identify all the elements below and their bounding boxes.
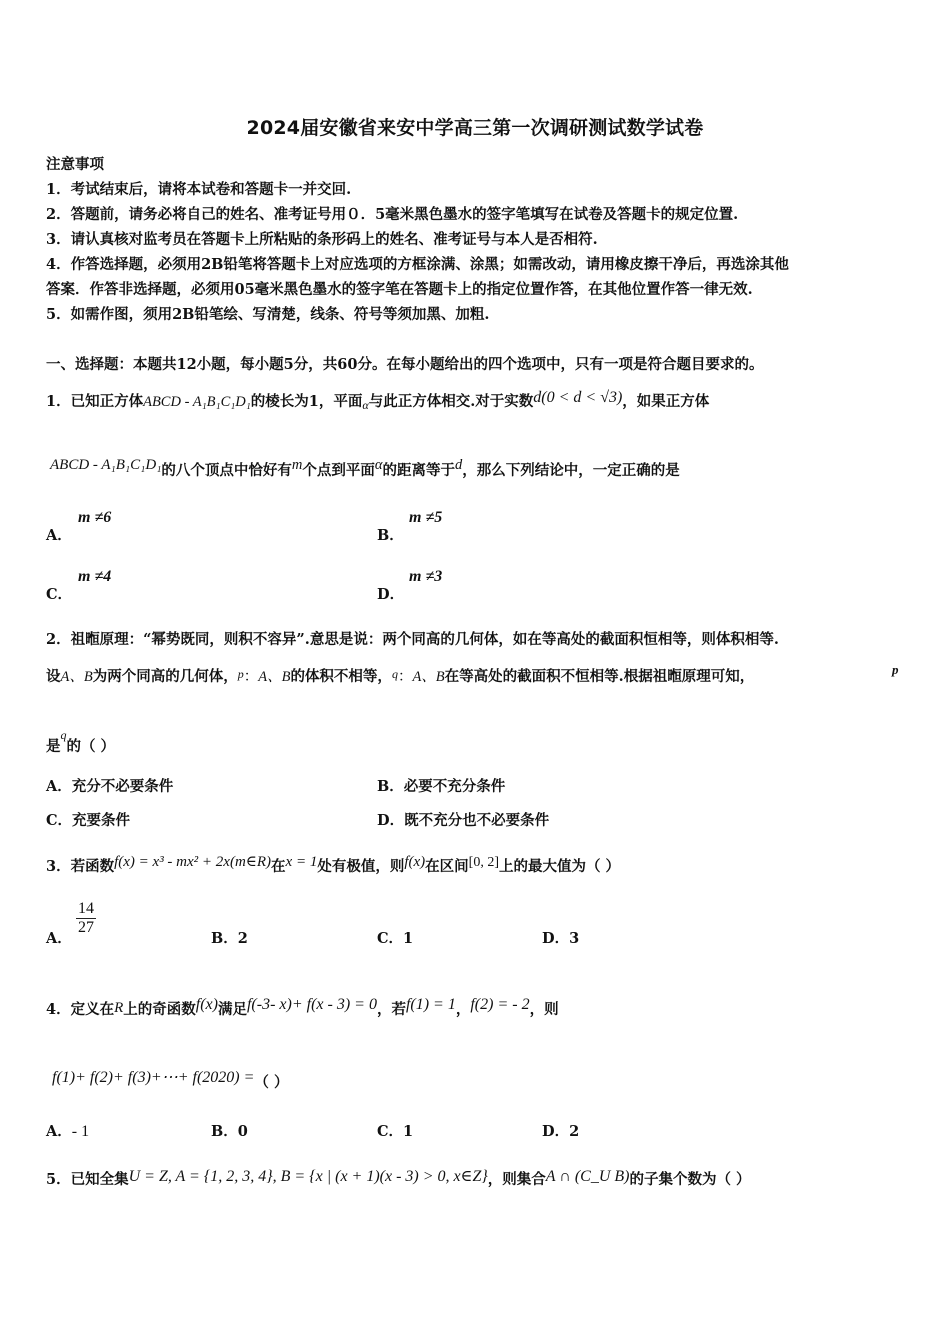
q4-option-d: D．2 [542,1123,580,1140]
q3-option-a-denominator: 27 [78,919,94,936]
q1-option-b-value: m ≠5 [409,509,443,526]
q2-ab-3: A、B [412,669,445,685]
q1-text-f: 的八个顶点中恰好有 [161,462,292,479]
q1-text-b: 的棱长为1，平面 [250,393,363,410]
q3-option-c: C．1 [377,930,414,947]
question-2-line-3: 是$^q$的（ ） [46,728,116,755]
notice-item-2: 2．答题前，请务必将自己的姓名、准考证号用０．5毫米黑色墨水的签字笔填写在试卷及答题卡的规定位置. [46,206,739,223]
q2-ab-2: A、B [258,669,291,685]
question-3-line-1: 3．若函数f(x) = x³ - mx² + 2x(m∈R)在x = 1处有极值，则f(x)在区间[0, 2]上的最大值为（ ） [46,854,621,875]
q2-ab: A、B [60,669,93,685]
notice-heading: 注意事项 [46,156,104,173]
q1-cube-2: ABCD - A₁B₁C₁D₁ [50,457,162,473]
notice-item-5: 5．如需作图，须用2B铅笔绘、写清楚，线条、符号等须加黑、加粗. [46,306,490,323]
q1-m: m [291,457,303,473]
q2-option-b: B．必要不充分条件 [377,778,506,795]
q2-option-a: A．充分不必要条件 [46,778,174,795]
q3-option-a: A． [46,930,72,947]
section-heading: 一、选择题：本题共12小题，每小题5分，共60分。在每小题给出的四个选项中，只有一项是符合题目要求的。 [46,356,764,373]
question-1-line-2 [50,457,680,480]
q4-equation: f(-3- x)+ f(x - 3) = 0 [246,996,377,1013]
page-title: 2024届安徽省来安中学高三第一次调研测试数学试卷 [246,117,704,139]
q2-p-end: p [892,662,899,677]
q3-x-equals: x = 1 [285,854,318,870]
q3-interval: [0, 2] [468,855,499,870]
q5-universal-set: U = Z, A = {1, 2, 3, 4} [128,1168,273,1185]
q2-option-c: C．充要条件 [46,812,131,829]
q1-text-c: 与此正方体相交.对于实数 [368,393,534,410]
q1-option-a-value: m ≠6 [78,509,112,526]
q1-d-2: d [455,457,463,473]
q1-alpha-2: α [374,457,383,473]
q1-cube: ABCD - A₁B₁C₁D₁ [143,394,251,410]
q1-text-a: 1．已知正方体 [46,393,144,410]
q4-option-c: C．1 [377,1123,414,1140]
q5-set-b: , B = {x | (x + 1)(x - 3) > 0, x∈Z} [272,1168,488,1185]
q4-option-a: A．- 1 [46,1123,90,1140]
notice-item-3: 3．请认真核对监考员在答题卡上所粘贴的条形码上的姓名、准考证号与本人是否相符. [46,231,598,248]
q2-option-d: D．既不充分也不必要条件 [377,812,550,829]
q3-fx: f(x) [404,854,426,870]
q2-q: q [391,667,398,681]
question-1-line-1 [46,389,709,413]
q1-option-c: C． [46,586,73,603]
q3-option-b: B．2 [211,930,248,947]
q1-alpha: α [362,398,369,412]
q1-option-b: B． [377,527,404,544]
question-2-line-1: 2．祖暅原理：“幂势既同，则积不容异”.意思是说：两个同高的几何体，如在等高处的截面积恒相等，则体积相等. [46,631,779,648]
notice-item-4: 4．作答选择题，必须用2B铅笔将答题卡上对应选项的方框涂满、涂黑；如需改动，请用橡皮擦干净后，再选涂其他 [46,256,789,273]
q1-option-c-value: m ≠4 [78,568,112,585]
q1-text-e: ，如果正方体 [622,393,710,410]
q1-d: d [533,389,542,406]
q4-option-b: B．0 [211,1123,248,1140]
question-4-line-2: f(1)+ f(2)+ f(3)+⋯+ f(2020) =（ ） [52,1069,289,1091]
q1-text-i: ，那么下列结论中，一定正确的是 [462,462,680,479]
notice-item-1: 1．考试结束后，请将本试卷和答题卡一并交回. [46,181,352,198]
q5-expression: A ∩ (C_U B) [545,1168,630,1185]
q1-option-d-value: m ≠3 [409,568,443,585]
q1-text-g: 个点到平面 [302,462,375,479]
q4-sum: f(1)+ f(2)+ f(3)+⋯+ f(2020) = [52,1069,255,1086]
q3-option-d: D．3 [542,930,580,947]
q4-fx: f(x) [195,996,218,1013]
question-5-line-1: 5．已知全集U = Z, A = {1, 2, 3, 4}, B = {x | (x + 1)(x - 3) > 0, x∈Z}，则集合A ∩ (C_U B)的子集个数为（ ） [46,1168,751,1188]
q2-q-2: q [60,728,67,742]
q2-p: p [237,667,244,681]
q4-f1: f(1) = 1 [405,996,456,1013]
q3-function: f(x) = x³ - mx² + 2x(m∈R) [114,854,272,870]
question-4-line-1: 4．定义在R上的奇函数f(x)满足f(-3- x)+ f(x - 3) = 0，若f(1) = 1，f(2) = - 2，则 [46,996,559,1018]
q4-f2: f(2) = - 2 [470,996,530,1013]
q1-option-a: A． [46,527,72,544]
q3-option-a-numerator: 14 [78,900,94,917]
q4-R: R [114,1000,124,1016]
q3-option-a-fraction [76,900,96,937]
notice-item-4-cont: 答案．作答非选择题，必须用05毫米黑色墨水的签字笔在答题卡上的指定位置作答，在其他位置作答一律无效. [46,281,753,298]
q1-range: (0 < d < √3) [541,389,623,406]
question-2-line-2: 设A、B为两个同高的几何体，$^p$：A、B的体积不相等，$^q$：A、B在等高处的截面积不恒相等.根据祖暅原理可知， [46,667,755,685]
q1-option-d: D． [377,586,405,603]
q1-text-h: 的距离等于 [382,462,456,479]
